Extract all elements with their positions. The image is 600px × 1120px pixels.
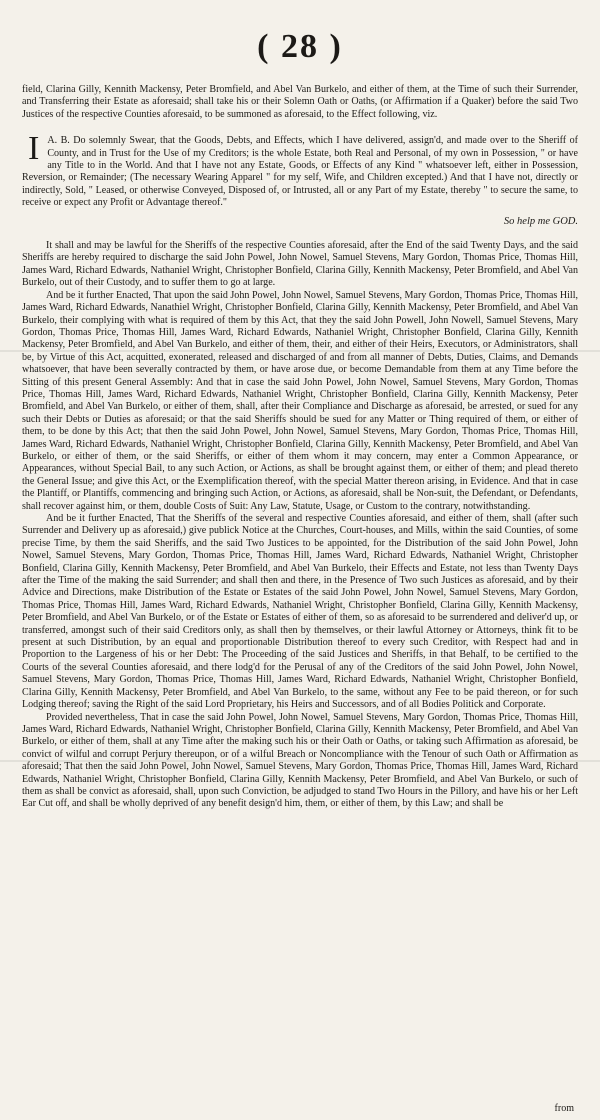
paragraph-distribution: And be it further Enacted, That the Sheriffs of the several and respective Counties aforesaid, and either of them, shall (after such Surrender and Delivery up as aforesaid,) give publick Notice at the Churches, Court-houses, and Mills, within the said Counties, of some precise Time, by them the said Sheriffs, and the said Two Justices to be appointed, for the Distribution of the said John Powel, John Nowel, Samuel Stevens, Mary Gordon, Thomas Price, Thomas Hill, James Ward, Richard Edwards, Nathaniel Wright, Christopher Bonfield, Clarina Gilly, Kennith Mackensy, Peter Bromfield, and Abel Van Burkelo, their Effects and Estate, not less than Twenty Days after the Time of the making the said Surrender; and shall then and there, in the Presence of Two such Justices as aforesaid, and by their Advice and Directions, make Distribution of the Estate or Estates of the said John Powel, John Nowel, Samuel Stevens, Mary Gordon, Thomas Price, Thomas Hill, James Ward, Richard Edwards, Nathaniel Wright, Christopher Bonfield, Clarina Gilly, Kennith Mackensy, Peter Bromfield, and Abel Van Burkelo, or of the Estate or Estates of either of them, so as aforesaid to be surrendered and deliver'd up, or transferred, amongst such of their said Creditors only, as shall then by themselves, or their lawful Attorney or Attorneys, think fit to be present at such Distribution, by an equal and proportionable Distribution thereof to every such Creditor, with Respect had and in Proportion to the Largeness of his or her Debt: The Proceeding of the said Justices and Sheriffs, in that Behalf, to be certified to the Courts of the several Counties aforesaid, and there lodg'd for the Perusal of any of the Creditors of the said John Powel, John Nowel, Samuel Stevens, Mary Gordon, Thomas Price, Thomas Hill, James Ward, Richard Edwards, Nathaniel Wright, Christopher Bonfield, Clarina Gilly, Kennith Mackensy, Peter Bromfield, and Abel Van Burkelo, to the same, without any Fee to be paid thereon, or for such Lodging thereof; saving the Right of the said Lord Proprietary, his Heirs and Successors, and of all Bodies Politick and Corporate. <box>22 513 578 711</box>
oath-block <box>22 130 578 209</box>
body-text <box>22 84 578 811</box>
catchword: from <box>554 1103 574 1114</box>
oath-closing: So help me GOD. <box>503 215 578 227</box>
paper-fold <box>0 350 600 352</box>
paragraph-acquittal: And be it further Enacted, That upon the said John Powel, John Nowel, Samuel Stevens, Mary Gordon, Thomas Price, Thomas Hill, James Ward, Richard Edwards, Nanathiel Wright, Christopher Bonfield, Clarina Gilly, Kennith Mackensy, Peter Bromfield, and Abel Van Burkelo, their complying with what is required of them by this Act, that they the said John Powell, John Nowell, Samuel Stevens, Mary Gordon, Thomas Price, Thomas Hill, James Ward, Richard Edwards, Nathaniel Wright, Christopher Bonfield, Clarina Gilly, Kennith Mackensy, Peter Bromfield, and Abel Van Burkelo, and either of them, their, and either of their Heirs, Executors, or Administrators, shall be, by Virtue of this Act, acquitted, exonerated, released and discharged of and from all manner of Debts, Duties, Claims, and Demands whatsoever, that have been severally contracted by them, or have arose due, or become Demandable from them at any Time before the Sitting of this present General Assembly: And that in case the said John Powel, John Nowel, Samuel Stevens, Mary Gordon, Thomas Price, Thomas Hill, James Ward, Richard Edwards, Nathaniel Wright, Christopher Bonfield, Clarina Gilly, Kennith Mackensy, Peter Bromfield, and Abel Van Burkelo, or either of them, shall, after their Compliance and Discharge as aforesaid, be arrested, or sued for any such their Debts or Duties as aforesaid; or that the said Sheriffs should be sued for any Matter or Thing required of them, or either of them, to be done by this Act; that then the said John Powel, John Nowel, Samuel Stevens, Mary Gordon, Thomas Price, Thomas Hill, James Ward, Richard Edwards, Nathaniel Wright, Christopher Bonfield, Clarina Gilly, Kennith Mackensy, Peter Bromfield, and Abel Van Burkelo, or either of them, or the said Sheriffs, or either of them whom it may concern, may enter a Common Appearance, or Appearances, without Special Bail, to any such Action, or Actions, as shall be brought against them, or either of them; and plead thereto the General Issue; and give this Act, or the Exemplification thereof, with the special Matter thereon arising, in Evidence. And that in case the Plantiff, or Plantiffs, commencing and bringing such Action, or Actions, as aforesaid, shall be Non-suit, the Defendant, or Defendants, shall recover against him, or them, double Costs of Suit: Any Law, Statute, Usage, or Custom to the contrary, notwithstanding. <box>22 289 578 512</box>
oath-text: A. B. Do solemnly Swear, that the Goods, Debts, and Effects, which I have delivered, assign'd, and made over to the Sheriff of County, and in Trust for the Use of my Creditors; is the whole Estate, both Real and Personal, of my own in Possession, " or have any Title to in the World. And that I have not any Estate, Goods, or Effects of any Kind " whatsoever left, either in Possession, Reversion, or Remainder; (The necessary Wearing Apparel " for my self, Wife, and Children excepted.) And that I have not, directly or indirectly, Sold, " Leased, or otherwise Conveyed, Disposed of, or Intrusted, all or any Part of my Estate, thereby " to secure the same, to receive or expect any Profit or Advantage thereof." <box>22 135 578 209</box>
paper-fold <box>0 760 600 762</box>
page-number: ( 28 ) <box>257 28 343 65</box>
paragraph-proviso: Provided nevertheless, That in case the said John Powel, John Nowel, Samuel Stevens, Mary Gordon, Thomas Price, Thomas Hill, James Ward, Richard Edwards, Nathaniel Wright, Christopher Bonfield, Clarina Gilly, Kennith Mackensy, Peter Bromfield, and Abel Van Burkelo, or either of them, shall at any Time after the making such his or their Oath or Oaths, or taking such Affirmation as aforesaid, be convict of wilful and corrupt Perjury thereupon, or of a wilful Breach or Noncompliance with the Tenour of such Oath or Affirmation as aforesaid; That then the said John Powel, John Nowel, Samuel Stevens, Mary Gordon, Thomas Price, Thomas Hill, James Ward, Richard Edwards, Nathaniel Wright, Christopher Bonfield, Clarina Gilly, Kennith Mackensy, Peter Bromfield, and Abel Van Burkelo, or such of them as shall be convict as aforesaid, shall, upon such Conviction, be adjudged to stand Two Hours in the Pillory, and have his or her Left Ear Cut off, and shall be wholly deprived of any benefit design'd him, them, or either of them, by this Law; and shall be <box>22 711 578 810</box>
oath-drop-cap: I <box>28 130 40 168</box>
intro-paragraph: field, Clarina Gilly, Kennith Mackensy, Peter Bromfield, and Abel Van Burkelo, and either of them, at the Time of such their Surrender, and Transferring their Estate as aforesaid; shall take his or their Solemn Oath or Oaths, (or Affirmation if a Quaker) before the said Two Justices of the respective Counties aforesaid, to be summoned as aforesaid, to the Effect following, viz. <box>22 84 578 120</box>
paragraph-discharge: It shall and may be lawful for the Sheriffs of the respective Counties aforesaid, after the End of the said Twenty Days, and the said Sheriffs are hereby required to discharge the said John Powel, John Nowel, Samuel Stevens, Mary Gordon, Thomas Price, Thomas Hill, James Ward, Richard Edwards, Nathaniel Wright, Christopher Bonfield, Clarina Gilly, Kennith Mackensy, Peter Bromfield, and Abel Van Burkelo, out of their Custody, and to suffer them to go at large. <box>22 240 578 289</box>
